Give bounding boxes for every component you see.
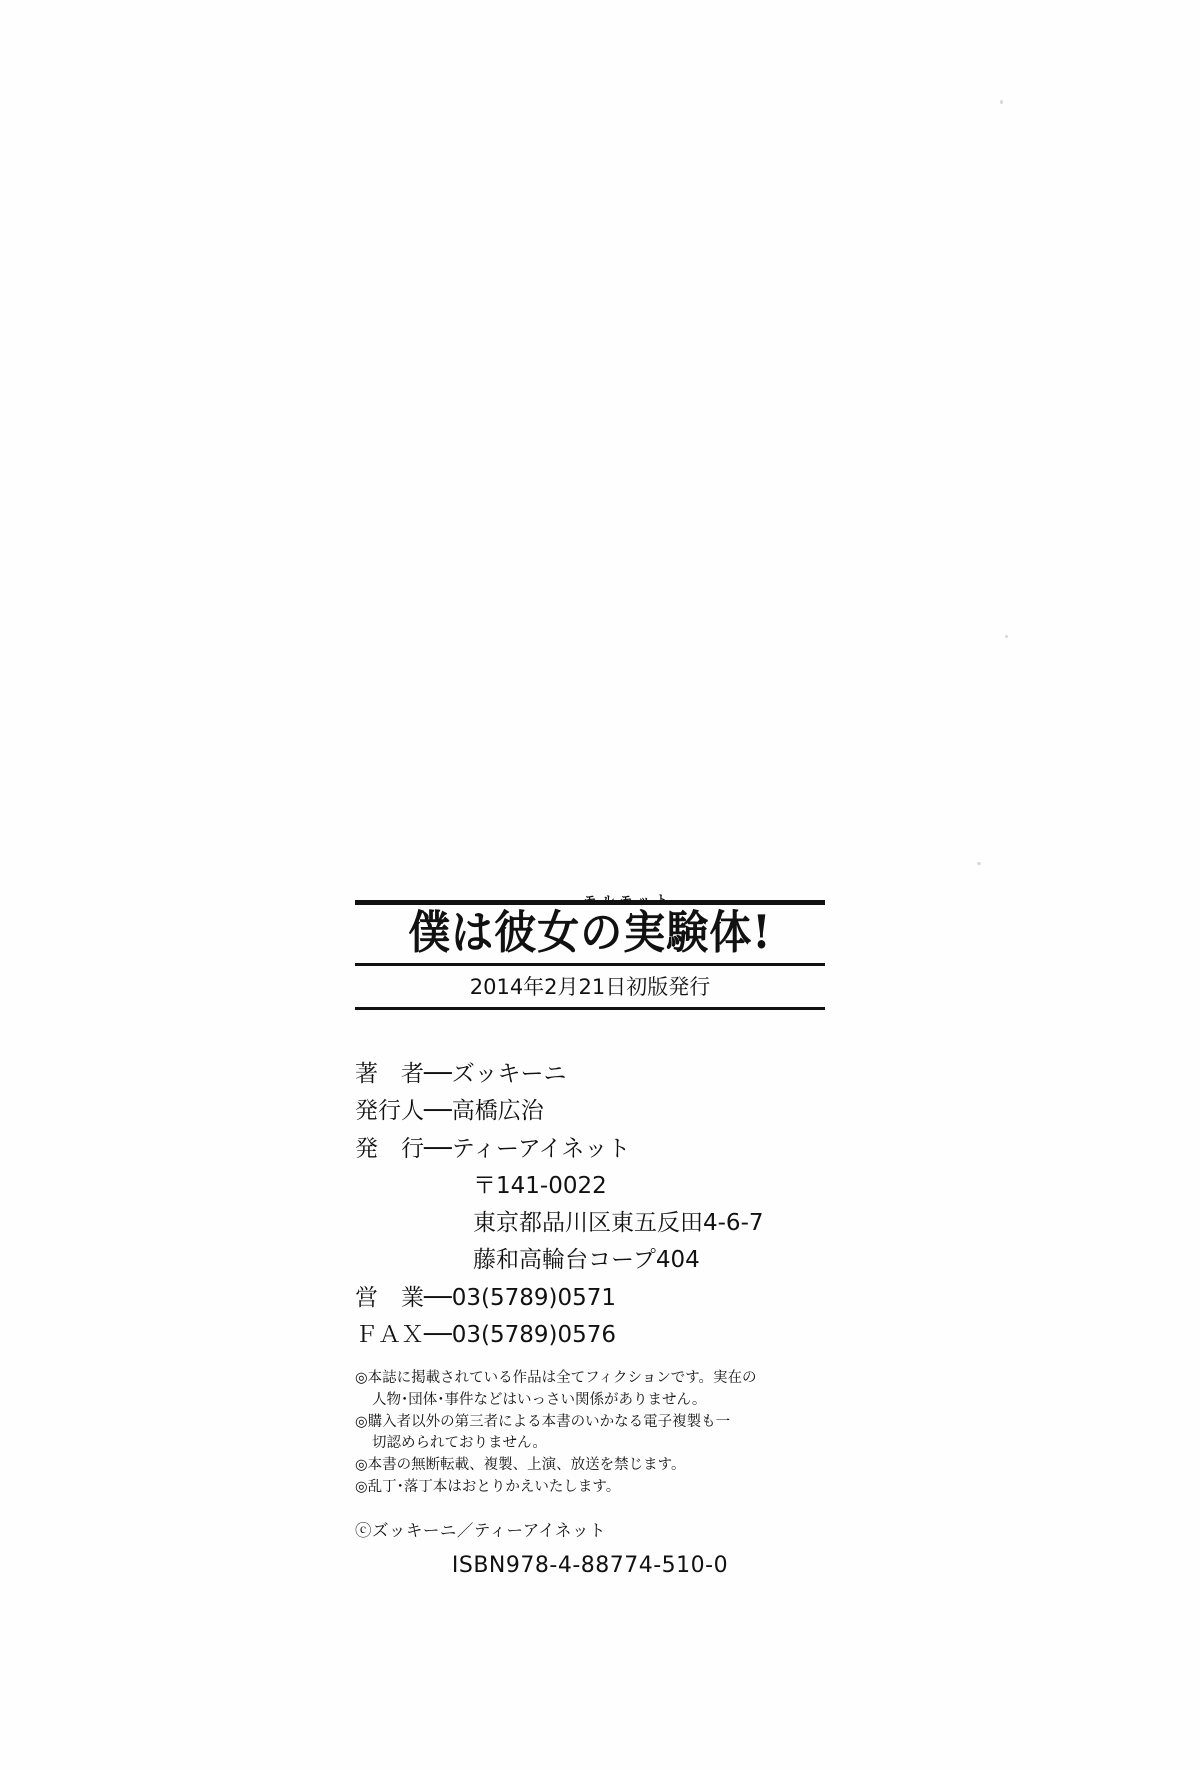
note-line: ◎本書の無断転載、複製、上演、放送を禁じます。	[355, 1457, 686, 1474]
credit-row	[355, 1056, 825, 1093]
notes-block	[355, 1368, 825, 1499]
title-ruby: モルモット	[584, 893, 674, 907]
copyright-line: ⓒズッキーニ／ティーアイネット	[355, 1520, 607, 1540]
contact-value: 03(5789)0576	[451, 1321, 616, 1348]
note-line-continued: 切認められておりません。	[372, 1435, 547, 1452]
address-line: 〒141-0022	[473, 1172, 607, 1199]
note-line: ◎購入者以外の第三者による本書のいかなる電子複製も一	[355, 1413, 731, 1430]
scan-speck	[1005, 635, 1008, 638]
title-block	[355, 893, 825, 1010]
contact-row	[355, 1280, 825, 1317]
isbn-line: ISBN978-4-88774-510-0	[451, 1552, 729, 1578]
credits-block	[355, 1056, 825, 1354]
credit-label: 著 者──	[355, 1061, 452, 1088]
contact-row	[355, 1317, 825, 1354]
credit-label: 発 行──	[355, 1135, 452, 1162]
book-title: 僕は彼女の実験体!	[408, 905, 772, 959]
credit-value: ズッキーニ	[451, 1061, 567, 1088]
contact-label: ＦＡＸ──	[355, 1321, 452, 1348]
note-line: ◎乱丁･落丁本はおとりかえいたします。	[355, 1478, 621, 1495]
credit-value: 高橋広治	[451, 1098, 544, 1125]
credit-row	[355, 1131, 825, 1168]
credit-row	[355, 1093, 825, 1130]
credit-label: 発行人──	[355, 1098, 452, 1125]
rule-bottom	[355, 1007, 825, 1010]
address-row	[355, 1205, 825, 1242]
note-line: ◎本誌に掲載されている作品は全てフィクションです。実在の	[355, 1370, 757, 1387]
address-row	[355, 1242, 825, 1279]
address-line: 東京都品川区東五反田4-6-7	[473, 1210, 764, 1237]
colophon-block	[355, 893, 825, 1578]
note-line-continued: 人物･団体･事件などはいっさい関係がありません。	[372, 1391, 707, 1408]
contact-value: 03(5789)0571	[451, 1284, 616, 1311]
scan-speck	[977, 862, 981, 865]
scan-speck	[1000, 100, 1003, 104]
address-row	[355, 1168, 825, 1205]
credit-value: ティーアイネット	[451, 1135, 631, 1162]
publication-date: 2014年2月21日初版発行	[469, 975, 711, 1000]
address-line: 藤和高輪台コープ404	[473, 1247, 700, 1274]
contact-label: 営 業──	[355, 1284, 452, 1311]
title-row	[355, 893, 825, 959]
